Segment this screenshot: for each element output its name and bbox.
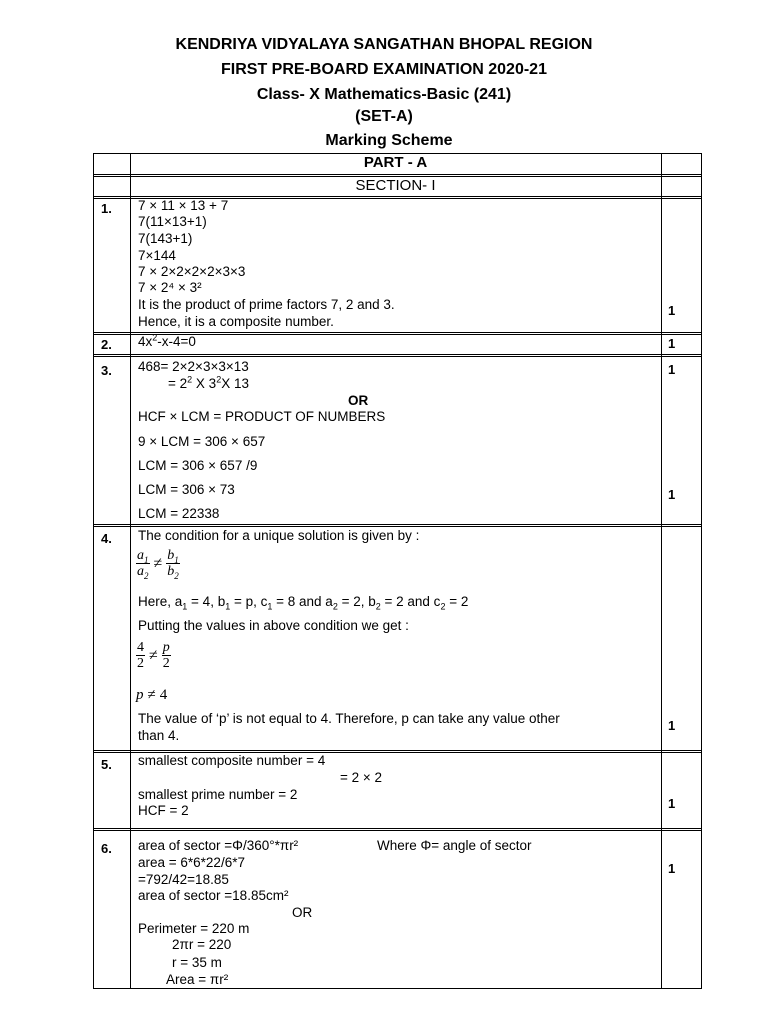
q1-line: It is the product of prime factors 7, 2 and 3. <box>138 297 395 312</box>
q1-line: 7 × 2×2×2×2×3×3 <box>138 264 246 279</box>
not-equal-sign: ≠ <box>153 554 163 572</box>
table-rule <box>93 356 702 357</box>
header-line-2: FIRST PRE-BOARD EXAMINATION 2020-21 <box>221 61 547 78</box>
q3-exponent: 2 <box>187 374 193 385</box>
not-equal-sign: ≠ <box>149 646 158 664</box>
frac-num: p <box>162 640 170 655</box>
table-rule <box>93 988 702 989</box>
frac-sub: 1 <box>174 554 179 565</box>
q4-text: Here, a <box>138 594 183 609</box>
q1-line: 7 × 11 × 13 + 7 <box>138 198 229 213</box>
table-rule <box>93 828 702 829</box>
q6-line: area = 6*6*22/6*7 <box>138 855 245 870</box>
q3-line: 9 × LCM = 306 × 657 <box>138 434 266 449</box>
q4-text: = 2, b <box>337 594 376 609</box>
q6-line: =792/42=18.85 <box>138 872 229 887</box>
question-number: 2. <box>101 337 112 352</box>
q1-line: 7(143+1) <box>138 231 193 246</box>
mark: 1 <box>668 303 676 318</box>
fraction <box>136 548 150 579</box>
q4-line: than 4. <box>138 728 180 743</box>
q4-value: 4 <box>159 687 168 703</box>
table-rule <box>130 153 131 989</box>
fraction <box>166 548 180 579</box>
q4-line: The condition for a unique solution is given by : <box>138 528 420 543</box>
mark: 1 <box>668 861 676 876</box>
q6-line: r = 35 m <box>172 955 222 970</box>
q3-line: LCM = 306 × 657 /9 <box>138 458 258 473</box>
frac-text: b <box>167 564 175 579</box>
frac-text: a <box>137 548 144 563</box>
q3-text: = 2 <box>168 376 188 391</box>
q2-text: -x-4=0 <box>157 334 196 349</box>
q6-line: Perimeter = 220 m <box>138 921 250 936</box>
table-rule <box>93 830 702 831</box>
q5-line: HCF = 2 <box>138 803 189 818</box>
q2-text: 4x <box>138 334 153 349</box>
q5-line: smallest composite number = 4 <box>138 753 326 768</box>
q3-exponent: 2 <box>216 374 222 385</box>
header-line-1: KENDRIYA VIDYALAYA SANGATHAN BHOPAL REGION <box>175 36 593 53</box>
q1-line: 7 × 2⁴ × 3² <box>138 280 202 295</box>
q3-line: LCM = 306 × 73 <box>138 482 235 497</box>
question-number: 4. <box>101 531 112 546</box>
q1-line: 7×144 <box>138 248 176 263</box>
mark: 1 <box>668 362 676 377</box>
q6-line: area of sector =18.85cm² <box>138 888 289 903</box>
q3-line: LCM = 22338 <box>138 506 220 521</box>
or-label: OR <box>292 905 313 920</box>
q5-line: = 2 × 2 <box>340 770 383 785</box>
q1-line: 7(11×13+1) <box>138 214 207 229</box>
q4-sub: 1 <box>182 601 188 612</box>
q4-sub: 2 <box>375 601 381 612</box>
frac-den: 2 <box>137 656 144 671</box>
question-number: 3. <box>101 363 112 378</box>
question-number: 1. <box>101 201 112 216</box>
header-line-3: Class- X Mathematics-Basic (241) <box>256 86 512 103</box>
q6-line: area of sector =Φ/360°*πr² <box>138 838 299 853</box>
q3-text: X 13 <box>221 376 249 391</box>
q4-substitution <box>136 640 171 671</box>
q4-text: = 8 and a <box>272 594 333 609</box>
mark: 1 <box>668 718 676 733</box>
header-line-5: Marking Scheme <box>325 132 453 149</box>
q3-line <box>168 376 249 392</box>
q4-text: = 2 and c <box>380 594 441 609</box>
question-number: 5. <box>101 757 112 772</box>
q3-line: 468= 2×2×3×3×13 <box>138 359 249 374</box>
frac-sub: 2 <box>144 570 149 581</box>
table-rule <box>93 196 702 197</box>
frac-den: 2 <box>162 656 170 671</box>
q2-exponent: 2 <box>152 332 158 343</box>
frac-num: 4 <box>137 640 144 655</box>
table-rule <box>93 153 94 989</box>
frac-text: a <box>137 564 144 579</box>
table-rule <box>93 750 702 751</box>
q4-line: The value of ‘p’ is not equal to 4. Therefore, p can take any value other <box>138 711 560 726</box>
q4-var: p <box>136 687 144 703</box>
table-rule <box>93 526 702 527</box>
q4-sub: 1 <box>225 601 231 612</box>
table-rule <box>93 174 702 175</box>
part-heading: PART - A <box>363 154 428 171</box>
mark: 1 <box>668 336 676 351</box>
q5-line: smallest prime number = 2 <box>138 787 298 802</box>
frac-sub: 1 <box>144 554 149 565</box>
table-rule <box>93 354 702 355</box>
mark: 1 <box>668 487 676 502</box>
table-rule <box>701 153 702 989</box>
table-rule <box>661 153 662 989</box>
q4-text: = p, c <box>230 594 268 609</box>
q6-line: Area = πr² <box>166 972 229 987</box>
q4-sub: 1 <box>267 601 273 612</box>
section-heading: SECTION- I <box>355 177 436 194</box>
q4-sub: 2 <box>440 601 446 612</box>
table-rule <box>93 332 702 333</box>
q1-line: Hence, it is a composite number. <box>138 314 334 329</box>
q2-equation <box>138 334 196 350</box>
fraction <box>136 640 145 671</box>
q4-values <box>138 594 468 610</box>
or-label: OR <box>348 393 369 408</box>
q4-result <box>136 687 167 704</box>
frac-sub: 2 <box>174 570 179 581</box>
frac-text: b <box>167 548 175 563</box>
header-line-4: (SET-A) <box>355 108 413 125</box>
fraction <box>162 640 171 671</box>
q6-line: 2πr = 220 <box>172 937 232 952</box>
q3-text: X 3 <box>192 376 217 391</box>
q6-line: Where Φ= angle of sector <box>377 838 532 853</box>
q3-line: HCF × LCM = PRODUCT OF NUMBERS <box>138 409 386 424</box>
q4-line: Putting the values in above condition we get : <box>138 618 409 633</box>
mark: 1 <box>668 796 676 811</box>
not-equal-sign: ≠ <box>147 687 156 703</box>
table-rule <box>93 524 702 525</box>
question-number: 6. <box>101 841 112 856</box>
q4-condition <box>136 548 180 579</box>
q4-text: = 4, b <box>187 594 226 609</box>
q4-text: = 2 <box>445 594 469 609</box>
q4-sub: 2 <box>332 601 338 612</box>
